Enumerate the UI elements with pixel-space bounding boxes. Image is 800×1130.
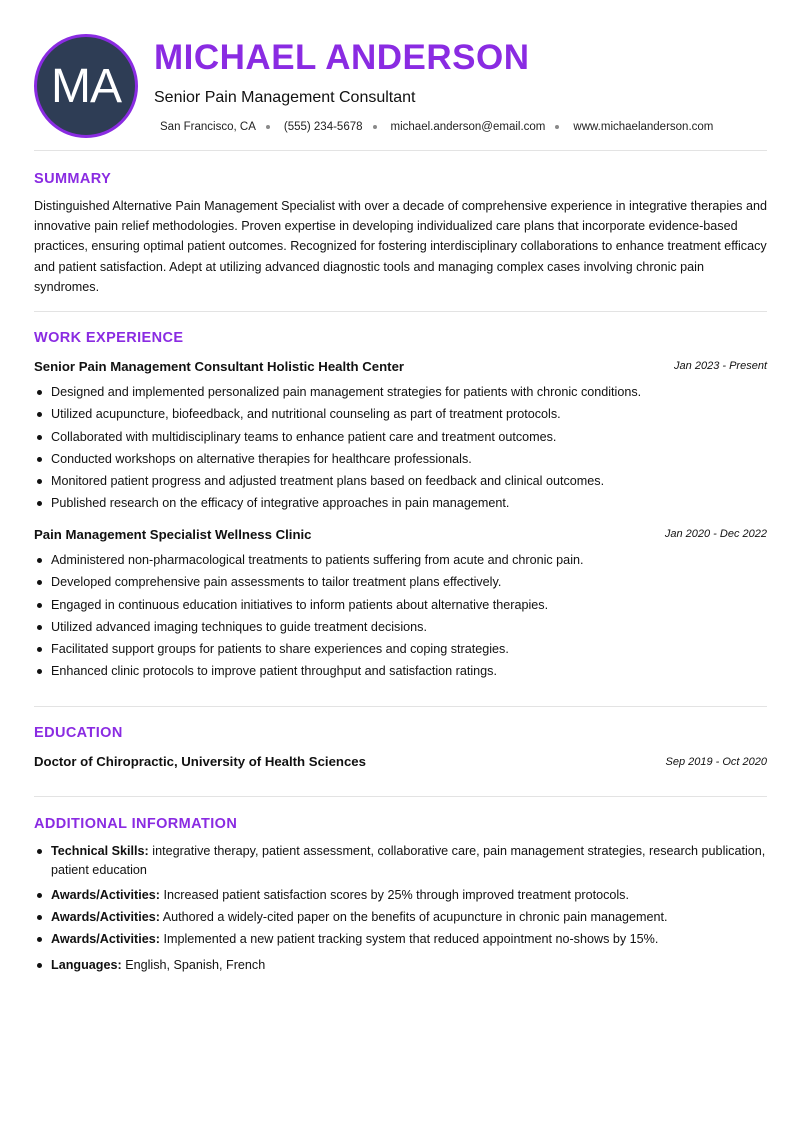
divider xyxy=(34,706,767,707)
divider xyxy=(34,796,767,797)
list-item: Collaborated with multidisciplinary teams to enhance patient care and treatment outcomes. xyxy=(34,426,767,448)
job-bullets xyxy=(34,549,767,683)
job-dates: Jan 2020 - Dec 2022 xyxy=(664,528,767,540)
info-text: Implemented a new patient tracking system that reduced appointment no-shows by 15%. xyxy=(163,932,659,946)
list-item xyxy=(34,908,767,927)
avatar-initials: MA xyxy=(51,59,121,113)
summary-text: Distinguished Alternative Pain Management Specialist with over a decade of comprehensive experience in integrative therapies and innovative pain relief methodologies. Proven expertise in developing individualized care plans that incorporate evidence-based practices, ensuring optimal patient outcomes. Recognized for fostering interdisciplinary collaborations to enhance treatment efficacy and patient satisfaction. Adept at utilizing advanced diagnostic tools and managing complex cases involving chronic pain syndromes. xyxy=(34,199,767,294)
divider xyxy=(34,150,767,151)
education-entry xyxy=(34,754,767,772)
list-item: Facilitated support groups for patients to share experiences and coping strategies. xyxy=(34,638,767,660)
list-item: Designed and implemented personalized pain management strategies for patients with chronic conditions. xyxy=(34,381,767,403)
contact-line xyxy=(160,121,713,133)
education-heading: EDUCATION xyxy=(34,725,123,741)
info-text: Authored a widely-cited paper on the benefits of acupuncture in chronic pain management. xyxy=(162,910,668,924)
contact-location: San Francisco, CA xyxy=(160,121,256,133)
job-header xyxy=(34,527,767,545)
separator-dot-icon xyxy=(555,125,559,129)
contact-phone: (555) 234-5678 xyxy=(283,121,363,133)
info-label: Awards/Activities: xyxy=(51,888,160,902)
info-text: English, Spanish, French xyxy=(125,958,266,972)
info-text: Increased patient satisfaction scores by 25% through improved treatment protocols. xyxy=(163,888,629,902)
contact-email[interactable]: michael.anderson@email.com xyxy=(390,121,546,133)
job-dates: Jan 2023 - Present xyxy=(674,360,767,372)
contact-website[interactable]: www.michaelanderson.com xyxy=(573,121,714,133)
additional-info-list xyxy=(34,842,767,975)
list-item xyxy=(34,930,767,949)
info-label: Awards/Activities: xyxy=(51,910,160,924)
candidate-name: MICHAEL ANDERSON xyxy=(154,38,530,77)
list-item xyxy=(34,886,767,905)
info-label: Languages: xyxy=(51,958,122,972)
list-item xyxy=(34,956,767,975)
list-item: Developed comprehensive pain assessments to tailor treatment plans effectively. xyxy=(34,571,767,593)
resume-header xyxy=(34,34,767,138)
work-experience-heading: WORK EXPERIENCE xyxy=(34,330,184,346)
list-item: Engaged in continuous education initiatives to inform patients about alternative therapies. xyxy=(34,594,767,616)
info-label: Awards/Activities: xyxy=(51,932,160,946)
candidate-role: Senior Pain Management Consultant xyxy=(154,89,416,106)
job-bullets xyxy=(34,381,767,515)
info-text: integrative therapy, patient assessment, collaborative care, pain management strategies, research publication, patient education xyxy=(51,844,766,877)
job-title: Senior Pain Management Consultant Holistic Health Center xyxy=(34,359,405,374)
list-item: Enhanced clinic protocols to improve patient throughput and satisfaction ratings. xyxy=(34,660,767,682)
separator-dot-icon xyxy=(266,125,270,129)
list-item xyxy=(34,842,767,880)
list-item: Published research on the efficacy of integrative approaches in pain management. xyxy=(34,492,767,514)
additional-info-heading: ADDITIONAL INFORMATION xyxy=(34,816,238,832)
divider xyxy=(34,311,767,312)
info-label: Technical Skills: xyxy=(51,844,149,858)
list-item: Utilized advanced imaging techniques to guide treatment decisions. xyxy=(34,616,767,638)
job-header xyxy=(34,359,767,377)
separator-dot-icon xyxy=(373,125,377,129)
job-title: Pain Management Specialist Wellness Clinic xyxy=(34,527,312,542)
list-item: Monitored patient progress and adjusted treatment plans based on feedback and clinical outcomes. xyxy=(34,470,767,492)
education-dates: Sep 2019 - Oct 2020 xyxy=(665,756,767,768)
avatar xyxy=(34,34,138,138)
summary-heading: SUMMARY xyxy=(34,171,112,187)
education-degree: Doctor of Chiropractic, University of Health Sciences xyxy=(34,754,366,769)
list-item: Conducted workshops on alternative therapies for healthcare professionals. xyxy=(34,448,767,470)
list-item: Administered non-pharmacological treatments to patients suffering from acute and chronic pain. xyxy=(34,549,767,571)
list-item: Utilized acupuncture, biofeedback, and nutritional counseling as part of treatment protocols. xyxy=(34,403,767,425)
